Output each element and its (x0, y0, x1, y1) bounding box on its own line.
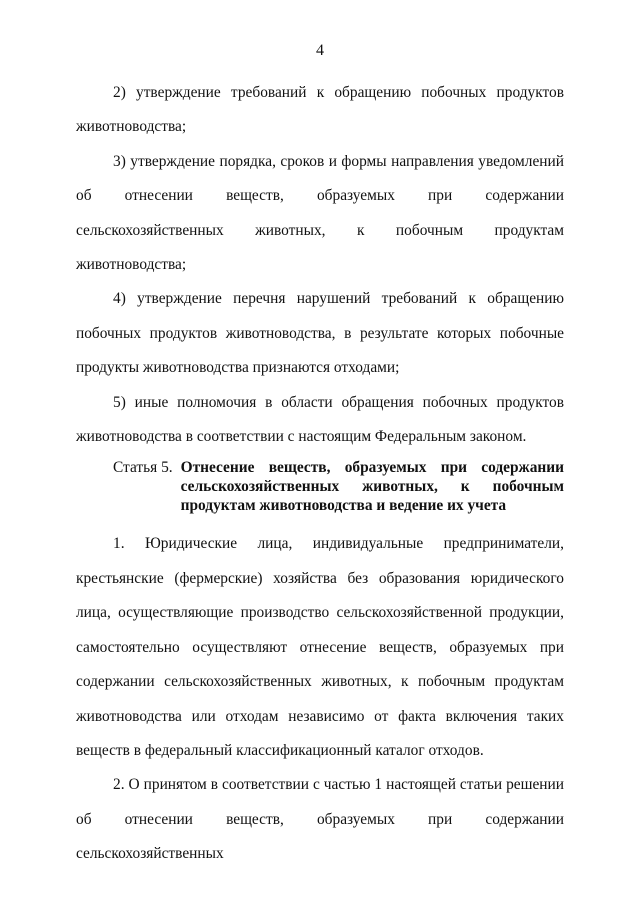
article-label: Статья 5. (113, 459, 173, 477)
article-title: Отнесение веществ, образуемых при содержании сельскохозяйственных животных, к побочным продуктам животноводства и ведение их учета (180, 459, 564, 515)
paragraph-item-5: 5) иные полномочия в области обращения побочных продуктов животноводства в соответствии с настоящим Федеральным законом. (76, 393, 564, 446)
article-heading (76, 458, 564, 515)
paragraph-item-2: 2) утверждение требований к обращению побочных продуктов животноводства; (76, 84, 564, 136)
paragraph-item-3: 3) утверждение порядка, сроков и формы направления уведомлений об отнесении веществ, образуемых при содержании сельскохозяйственных животных, к побочным продуктам животноводства; (76, 152, 564, 274)
paragraph-part-2: 2. О принятом в соответствии с частью 1 настоящей статьи решении об отнесении веществ, образуемых при содержании сельскохозяйственных (76, 776, 564, 863)
paragraph-part-1: 1. Юридические лица, индивидуальные предприниматели, крестьянские (фермерские) хозяйства без образования юридического лица, осуществляющие производство сельскохозяйственной продукции, самостоятельно осуществляют отнесение веществ, образуемых при содержании сельскохозяйственных животных, к побочным продуктам животноводства или отходам независимо от факта включения таких веществ в федеральный классификационный каталог отходов. (76, 535, 564, 759)
page-number: 4 (316, 42, 324, 59)
paragraph-item-4: 4) утверждение перечня нарушений требований к обращению побочных продуктов животноводства, в результате которых побочные продукты животноводства признаются отходами; (76, 290, 564, 377)
document-body (76, 76, 564, 872)
